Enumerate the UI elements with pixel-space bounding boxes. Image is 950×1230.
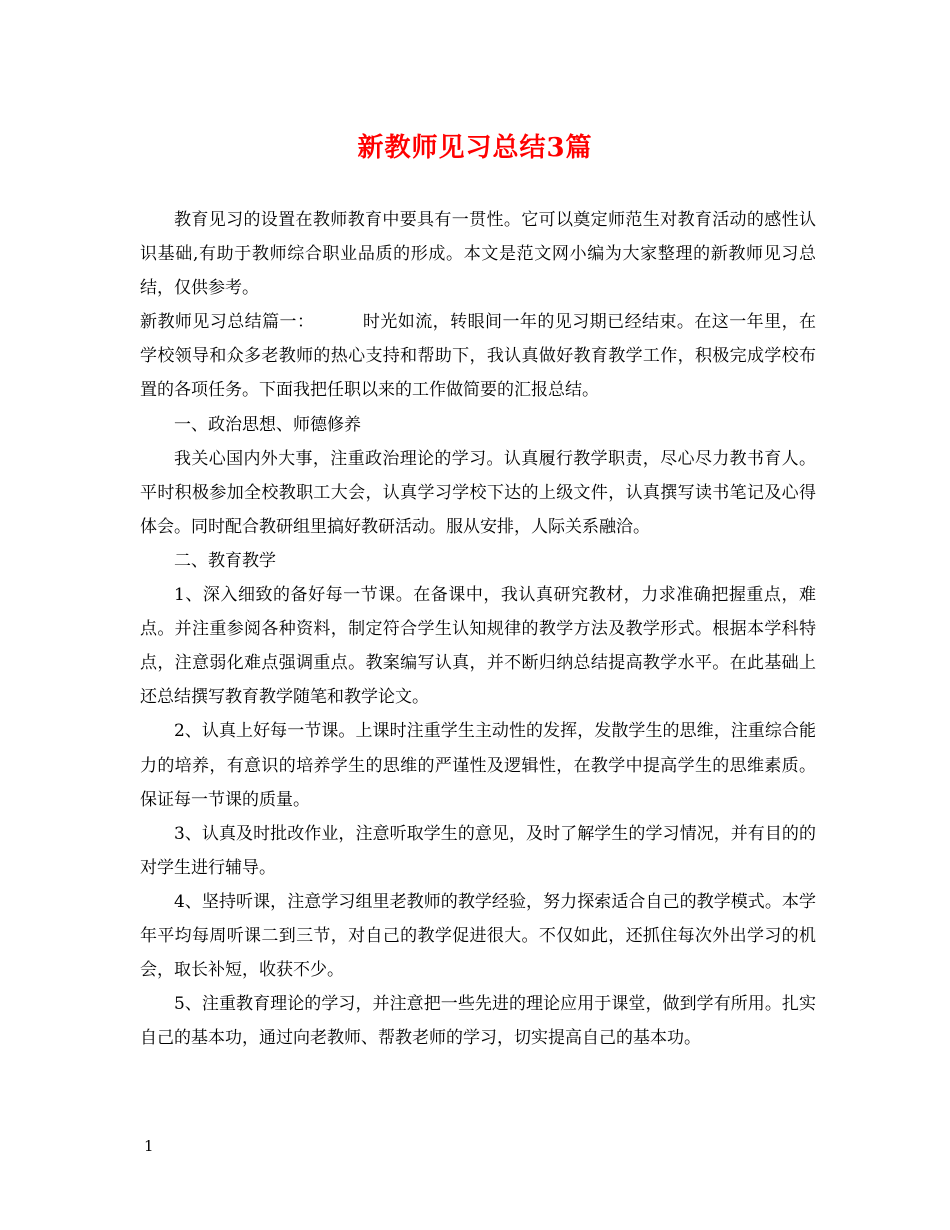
- section-heading-teaching: 二、教育教学: [174, 550, 276, 571]
- section-heading-politics: 一、政治思想、师德修养: [174, 414, 361, 435]
- part-one-label: 新教师见习总结篇一：: [140, 312, 315, 333]
- document-body: [140, 203, 816, 1055]
- teaching-item-2: 2、认真上好每一节课。上课时注重学生主动性的发挥，发散学生的思维，注重综合能力的培养，有意识的培养学生的思维的严谨性及逻辑性，在教学中提高学生的思维素质。保证每一节课的质量。: [140, 721, 816, 810]
- part-one-text: 时光如流，转眼间一年的见习期已经结束。在这一年里，在学校领导和众多老教师的热心支持和帮助下，我认真做好教育教学工作，积极完成学校布置的各项任务。下面我把任职以来的工作做简要的汇报总结。: [140, 312, 817, 401]
- teaching-item-4: 4、坚持听课，注意学习组里老教师的教学经验，努力探索适合自己的教学模式。本学年平均每周听课二到三节，对自己的教学促进很大。不仅如此，还抓住每次外出学习的机会，取长补短，收获不少。: [140, 891, 816, 981]
- document-title: 新教师见习总结3篇: [357, 133, 593, 163]
- part-one-paragraph: [140, 305, 816, 407]
- teaching-item-5: 5、注重教育理论的学习，并注意把一些先进的理论应用于课堂，做到学有所用。扎实自己的基本功，通过向老教师、帮教老师的学习，切实提高自己的基本功。: [140, 994, 816, 1049]
- page-number: 1: [144, 1137, 154, 1155]
- intro-paragraph: 教育见习的设置在教师教育中要具有一贯性。它可以奠定师范生对教育活动的感性认识基础,有助于教师综合职业品质的形成。本文是范文网小编为大家整理的新教师见习总结，仅供参考。: [140, 210, 816, 299]
- teaching-item-1: 1、深入细致的备好每一节课。在备课中，我认真研究教材，力求准确把握重点，难点。并注重参阅各种资料，制定符合学生认知规律的教学方法及教学形式。根据本学科特点，注意弱化难点强调重点。教案编写认真，并不断归纳总结提高教学水平。在此基础上还总结撰写教育教学随笔和教学论文。: [140, 585, 816, 708]
- teaching-item-3: 3、认真及时批改作业，注意听取学生的意见，及时了解学生的学习情况，并有目的的对学生进行辅导。: [140, 823, 816, 878]
- politics-paragraph: 我关心国内外大事，注重政治理论的学习。认真履行教学职责，尽心尽力教书育人。平时积极参加全校教职工大会，认真学习学校下达的上级文件，认真撰写读书笔记及心得体会。同时配合教研组里搞好教研活动。服从安排，人际关系融洽。: [140, 448, 816, 537]
